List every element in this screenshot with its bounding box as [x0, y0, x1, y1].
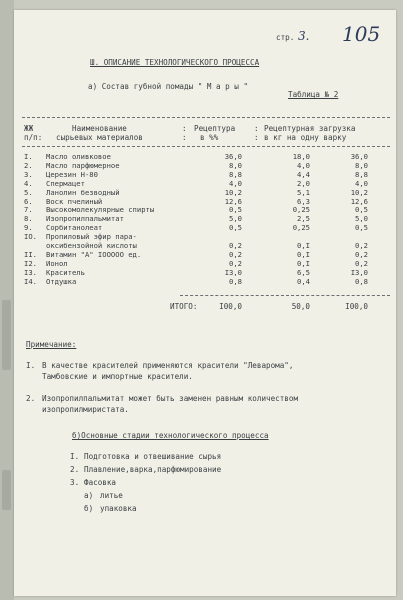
row-recipe-pct: 36,0: [224, 152, 242, 161]
row-load-value-2: 0,2: [355, 241, 368, 250]
row-number: 8.: [24, 214, 33, 224]
note-line: изопропилмиристата.: [42, 405, 129, 414]
row-recipe-pct: I3,0: [224, 267, 242, 277]
stage-number: 3.: [70, 478, 80, 487]
row-recipe-pct: 8,8: [229, 169, 242, 179]
row-load-value-2: 12,6: [350, 196, 368, 206]
row-load-value-1: 0,I: [297, 241, 310, 250]
row-load-value-1: 4,4: [297, 169, 310, 179]
binding-stamp: [2, 470, 11, 510]
note-line: Изопропилпальмитат может быть заменен равным количеством: [42, 394, 299, 403]
row-recipe-pct: 10,2: [224, 187, 242, 197]
section-title: Ш. ОПИСАНИЕ ТЕХНОЛОГИЧЕСКОГО ПРОЦЕССА: [90, 58, 260, 67]
row-material-name: Ионол: [46, 258, 68, 268]
note-line: Тамбовские и импортные красители.: [42, 372, 193, 381]
stage-number: 2.: [70, 465, 80, 474]
row-load-value-1: 0,I: [297, 258, 310, 268]
col-load-header-2: в кг на одну варку: [264, 133, 347, 142]
row-recipe-pct: 5,0: [229, 214, 242, 224]
table-label: Таблица № 2: [288, 90, 339, 99]
row-load-value-2: 0,5: [355, 223, 368, 233]
subsection-a-title: а) Состав губной помады " М а р ы ": [88, 82, 249, 91]
row-material-name: Воск пчелиный: [46, 196, 103, 206]
row-material-name: Высокомолекулярные спирты: [46, 205, 155, 215]
row-material-name: Краситель: [46, 267, 85, 277]
row-number: IO.: [24, 232, 37, 242]
row-load-value-2: 5,0: [355, 214, 368, 224]
row-number: 2.: [24, 160, 33, 170]
row-load-value-2: 4,0: [355, 178, 368, 188]
row-load-value-2: 10,2: [350, 187, 368, 197]
col-no-header-1: ЖЖ: [24, 124, 34, 133]
row-load-value-1: 0,25: [292, 205, 310, 215]
page-number: 3.: [298, 29, 310, 43]
row-load-value-2: 0,8: [355, 276, 368, 286]
notes-title: Примечание:: [26, 340, 77, 349]
row-recipe-pct: 0,5: [229, 223, 242, 233]
table-header-rule: [22, 146, 390, 147]
row-load-value-1: 6,5: [297, 267, 310, 277]
row-number: I2.: [24, 258, 37, 268]
binding-strip: [0, 0, 14, 600]
row-recipe-pct: 0,2: [229, 249, 242, 259]
stage-text: упаковка: [100, 504, 137, 513]
row-material-name: Спермацет: [46, 178, 85, 188]
binding-stamp: [2, 300, 11, 370]
row-material-name: Масло парфюмерное: [46, 160, 120, 170]
subsection-b-title: б)Основные стадии технологического процесса: [72, 431, 269, 440]
row-recipe-pct: 0,2: [229, 241, 242, 250]
row-load-value-1: 0,4: [297, 276, 310, 286]
row-recipe-pct: 0,2: [229, 258, 242, 268]
note-line: В качестве красителей применяются красители "Леварома",: [42, 361, 294, 370]
row-load-value-2: 0,2: [355, 258, 368, 268]
stage-number: а): [84, 491, 94, 500]
total-load-1: 50,0: [291, 302, 310, 311]
row-material-name: Витамин "А" IOOOOO ед.: [46, 249, 142, 259]
document-page: стр. 3. 105 Ш. ОПИСАНИЕ ТЕХНОЛОГИЧЕСКОГО ПРОЦЕССА а) Состав губной помады " М а р ы " Таблица № 2 ЖЖ п/п: Наименование сырьевых материалов : : Рецептура в %% : : Рецептурная загрузка в кг на одну варку I. Масло оливковое 36,0 18,0 36,0 2. Масло парфюмерное 8,0 4,0 8,0 3. Церезин Н-80 8,8 4,4 8,8 4. Спермацет 4,0 2,0 4,0 5. Ланолин безводный 10,2 5,1 10,2 6. Воск пчелиный 12,6 6,3 12,6 7. Высокомолекулярные спирты 0,5 0,25 0,5 8. Изопропилпальмитат 5,0 2,5 5,0 9. Сорбитанолеат 0,5 0,25 0,5 IO. Пропиловый эфир пара- оксибензойной кислоты 0,2 0,I 0,2 II. Витамин "А" IOOOOO ед. 0,2 0,I 0,2 I2. Ионол 0,2 0,I 0,2 I3. Краситель I3,0 6,5 I3,0 I4. Отдушка 0,8 0,4 0,8 ИТОГО: I00,0 50,0 I00,0 Примечание: I. В качестве красителей применяются красители "Леварома", Тамбовские и импортные красители. 2. Изопропилпальмитат может быть заменен равным количеством изопропилмиристата. б)Основные стадии технологического процесса I. Подготовка и отвешивание сырья 2. Плавление,варка,парфюмирование 3. Фасовка а) литье б) упаковка: [14, 10, 396, 596]
row-load-value-2: 8,0: [355, 160, 368, 170]
row-load-value-2: 0,5: [355, 205, 368, 215]
col-name-header-1: Наименование: [72, 124, 127, 133]
row-load-value-1: 0,I: [297, 249, 310, 259]
stage-number: I.: [70, 452, 80, 461]
row-number: I3.: [24, 267, 37, 277]
row-number: 6.: [24, 196, 33, 206]
col-no-header-2: п/п:: [24, 133, 43, 142]
row-recipe-pct: 0,8: [229, 276, 242, 286]
row-material-name: Сорбитанолеат: [46, 223, 103, 233]
row-material-name: Церезин Н-80: [46, 169, 98, 179]
stage-text: Фасовка: [84, 478, 117, 487]
note-number: 2.: [26, 394, 36, 403]
row-load-value-1: 5,1: [297, 187, 310, 197]
table-top-rule: [22, 117, 390, 118]
page-label: стр.: [276, 33, 295, 42]
row-number: 9.: [24, 223, 33, 233]
row-number: 7.: [24, 205, 33, 215]
row-load-value-1: 2,0: [297, 178, 310, 188]
row-recipe-pct: 0,5: [229, 205, 242, 215]
total-pct: I00,0: [219, 302, 242, 311]
col-recipe-header-2: в %%: [200, 133, 219, 142]
col-recipe-header-1: Рецептура: [194, 124, 236, 133]
row-number: 3.: [24, 169, 33, 179]
row-load-value-1: 18,0: [292, 152, 310, 161]
row-material-name: Отдушка: [46, 276, 77, 286]
stage-number: б): [84, 504, 94, 513]
row-recipe-pct: 4,0: [229, 178, 242, 188]
row-load-value-2: 8,8: [355, 169, 368, 179]
stage-text: Плавление,варка,парфюмирование: [84, 465, 222, 474]
row-load-value-2: 36,0: [350, 152, 368, 161]
col-load-header-1: Рецептурная загрузка: [264, 124, 356, 133]
archive-number: 105: [342, 22, 381, 46]
row-material-name: Пропиловый эфир пара-: [46, 232, 137, 242]
row-material-name: Масло оливковое: [46, 152, 111, 161]
total-load-2: I00,0: [345, 302, 368, 311]
row-load-value-1: 0,25: [292, 223, 310, 233]
total-rule: [180, 295, 390, 296]
row-load-value-1: 2,5: [297, 214, 310, 224]
row-number: 4.: [24, 178, 33, 188]
row-load-value-2: I3,0: [350, 267, 368, 277]
stage-text: литье: [100, 491, 123, 500]
row-material-name: оксибензойной кислоты: [46, 241, 137, 250]
row-load-value-2: 0,2: [355, 249, 368, 259]
row-number: 5.: [24, 187, 33, 197]
row-number: I.: [24, 152, 33, 161]
total-label: ИТОГО:: [170, 302, 198, 311]
row-load-value-1: 4,0: [297, 160, 310, 170]
col-name-header-2: сырьевых материалов: [56, 133, 143, 142]
row-load-value-1: 6,3: [297, 196, 310, 206]
row-material-name: Ланолин безводный: [46, 187, 120, 197]
stage-text: Подготовка и отвешивание сырья: [84, 452, 222, 461]
row-number: II.: [24, 249, 37, 259]
row-number: I4.: [24, 276, 37, 286]
row-material-name: Изопропилпальмитат: [46, 214, 124, 224]
note-number: I.: [26, 361, 36, 370]
row-recipe-pct: 12,6: [224, 196, 242, 206]
row-recipe-pct: 8,0: [229, 160, 242, 170]
